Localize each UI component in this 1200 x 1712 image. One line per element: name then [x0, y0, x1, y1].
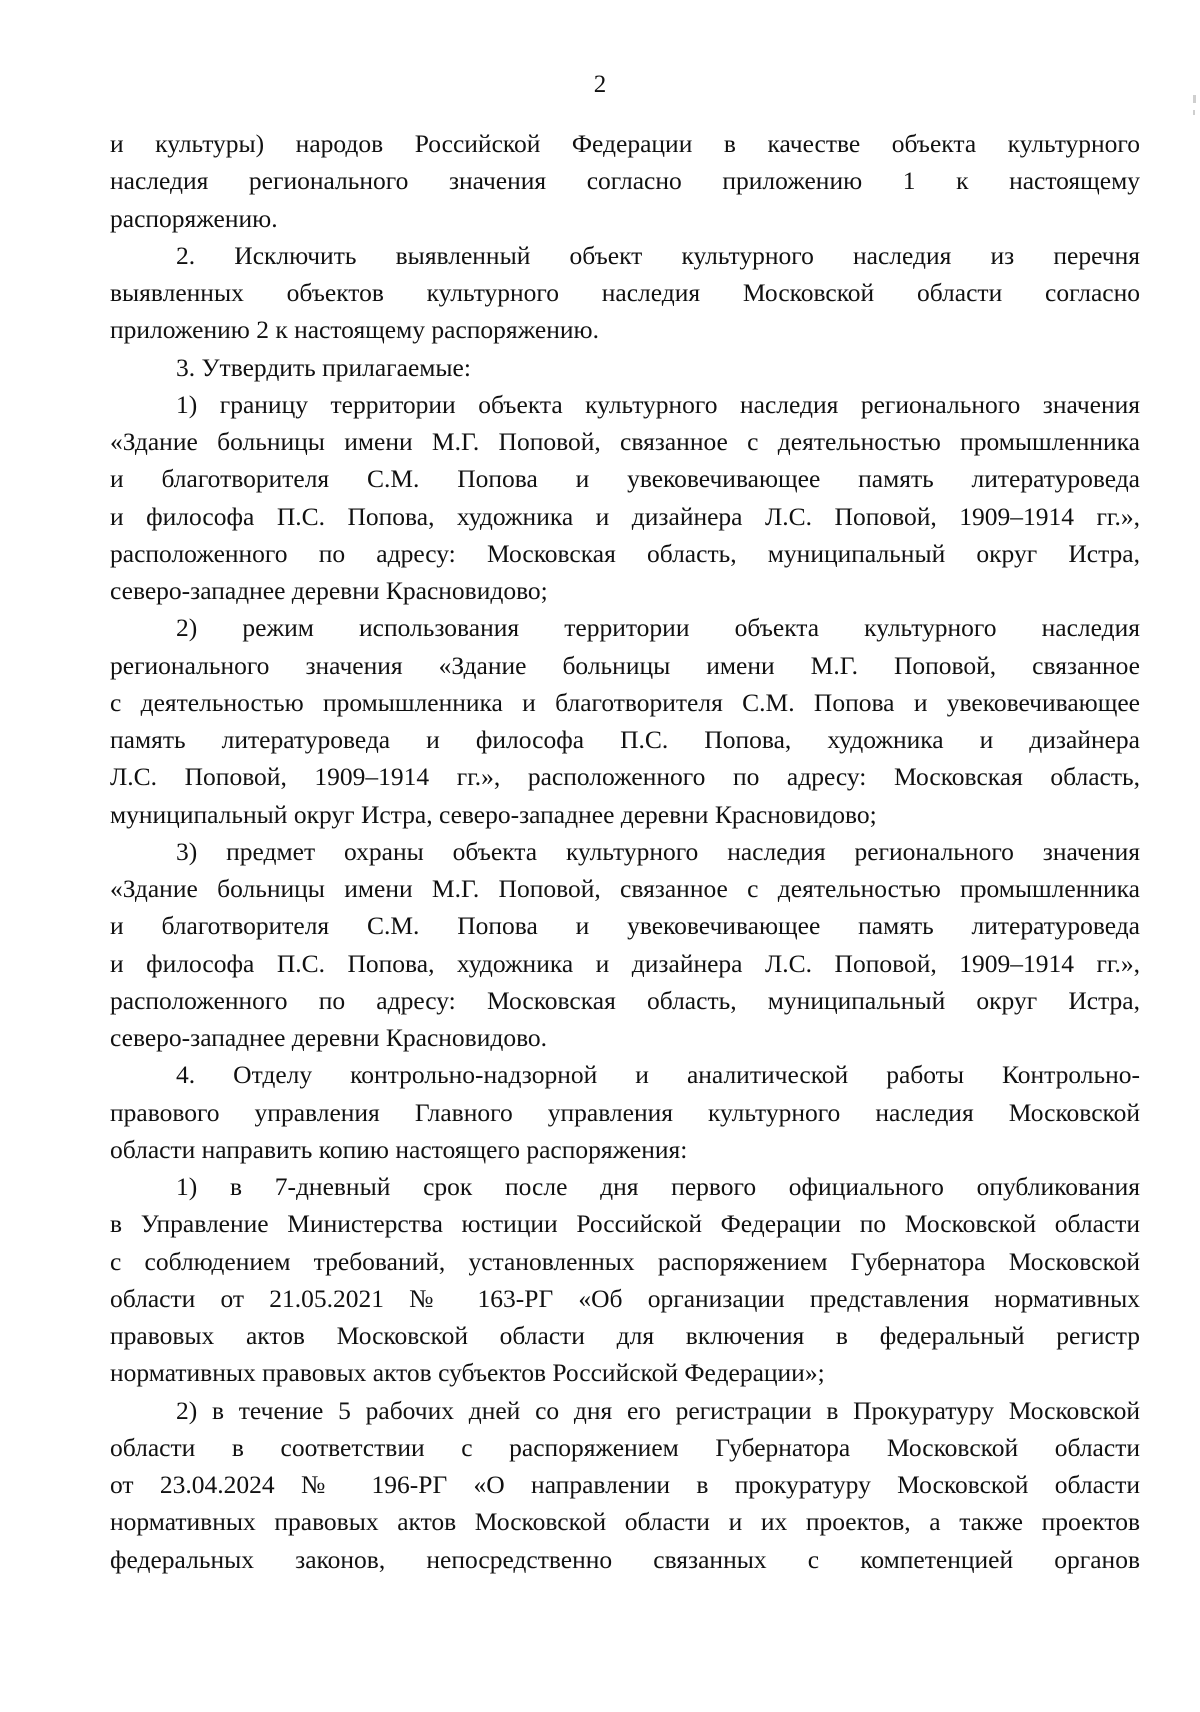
- text-line: правового управления Главного управления культурного наследия Московской: [110, 1097, 1140, 1127]
- text-line: области в соответствии с распоряжением Губернатора Московской области: [110, 1432, 1140, 1462]
- text-line: память литературоведа и философа П.С. Попова, художника и дизайнера: [110, 725, 1140, 754]
- text-line: 1) границу территории объекта культурного наследия регионального значения: [176, 389, 1140, 419]
- text-line: и благотворителя С.М. Попова и увековечивающее память литературоведа: [110, 911, 1140, 941]
- text-line: регионального значения «Здание больницы имени М.Г. Поповой, связанное: [110, 650, 1140, 680]
- text-line: и философа П.С. Попова, художника и дизайнера Л.С. Поповой, 1909–1914 гг.»,: [110, 948, 1140, 978]
- text-line: выявленных объектов культурного наследия Московской области согласно: [110, 278, 1140, 307]
- text-line: 2) режим использования территории объекта культурного наследия: [176, 613, 1140, 643]
- document-body: [110, 125, 1140, 1578]
- text-line: 3) предмет охраны объекта культурного наследия регионального значения: [176, 836, 1140, 866]
- text-line: 4. Отделу контрольно-надзорной и аналитической работы Контрольно-: [176, 1060, 1140, 1090]
- text-line: области направить копию настоящего распоряжения:: [110, 1134, 688, 1164]
- text-line: с деятельностью промышленника и благотворителя С.М. Попова и увековечивающее: [110, 687, 1140, 717]
- text-line: расположенного по адресу: Московская область, муниципальный округ Истра,: [110, 985, 1140, 1015]
- text-line: расположенного по адресу: Московская область, муниципальный округ Истра,: [110, 538, 1140, 568]
- text-line: нормативных правовых актов Московской области и их проектов, а также проектов: [110, 1507, 1140, 1537]
- text-line: от 23.04.2024 № 196-РГ «О направлении в прокуратуру Московской области: [110, 1470, 1140, 1499]
- text-line: правовых актов Московской области для включения в федеральный регистр: [110, 1321, 1140, 1350]
- text-line: «Здание больницы имени М.Г. Поповой, связанное с деятельностью промышленника: [110, 874, 1140, 903]
- text-line: северо-западнее деревни Красновидово;: [110, 576, 548, 605]
- text-line: Л.С. Поповой, 1909–1914 гг.», расположенного по адресу: Московская область,: [110, 762, 1140, 792]
- page-number: 2: [593, 71, 607, 98]
- scan-mark: [1193, 110, 1195, 115]
- text-line: федеральных законов, непосредственно связанных с компетенцией органов: [110, 1544, 1140, 1574]
- text-line: 1) в 7-дневный срок после дня первого официального опубликования: [176, 1172, 1140, 1201]
- text-line: и философа П.С. Попова, художника и дизайнера Л.С. Поповой, 1909–1914 гг.»,: [110, 501, 1140, 531]
- text-line: 2. Исключить выявленный объект культурного наследия из перечня: [176, 240, 1140, 270]
- text-line: области от 21.05.2021 № 163-РГ «Об организации представления нормативных: [110, 1283, 1140, 1313]
- text-line: нормативных правовых актов субъектов Российской Федерации»;: [110, 1358, 825, 1388]
- text-line: наследия регионального значения согласно приложению 1 к настоящему: [110, 166, 1140, 196]
- text-line: северо-западнее деревни Красновидово.: [110, 1023, 548, 1052]
- text-line: приложению 2 к настоящему распоряжению.: [110, 315, 599, 345]
- text-line: и культуры) народов Российской Федерации в качестве объекта культурного: [110, 129, 1140, 158]
- text-line: в Управление Министерства юстиции Российской Федерации по Московской области: [110, 1209, 1140, 1239]
- text-line: «Здание больницы имени М.Г. Поповой, связанное с деятельностью промышленника: [110, 427, 1140, 456]
- text-line: распоряжению.: [110, 203, 278, 233]
- text-line: 3. Утвердить прилагаемые:: [176, 352, 471, 382]
- text-line: с соблюдением требований, установленных распоряжением Губернатора Московской: [110, 1246, 1140, 1276]
- text-line: муниципальный округ Истра, северо-западнее деревни Красновидово;: [110, 799, 877, 829]
- text-line: и благотворителя С.М. Попова и увековечивающее память литературоведа: [110, 464, 1140, 494]
- text-line: 2) в течение 5 рабочих дней со дня его регистрации в Прокуратуру Московской: [176, 1395, 1140, 1425]
